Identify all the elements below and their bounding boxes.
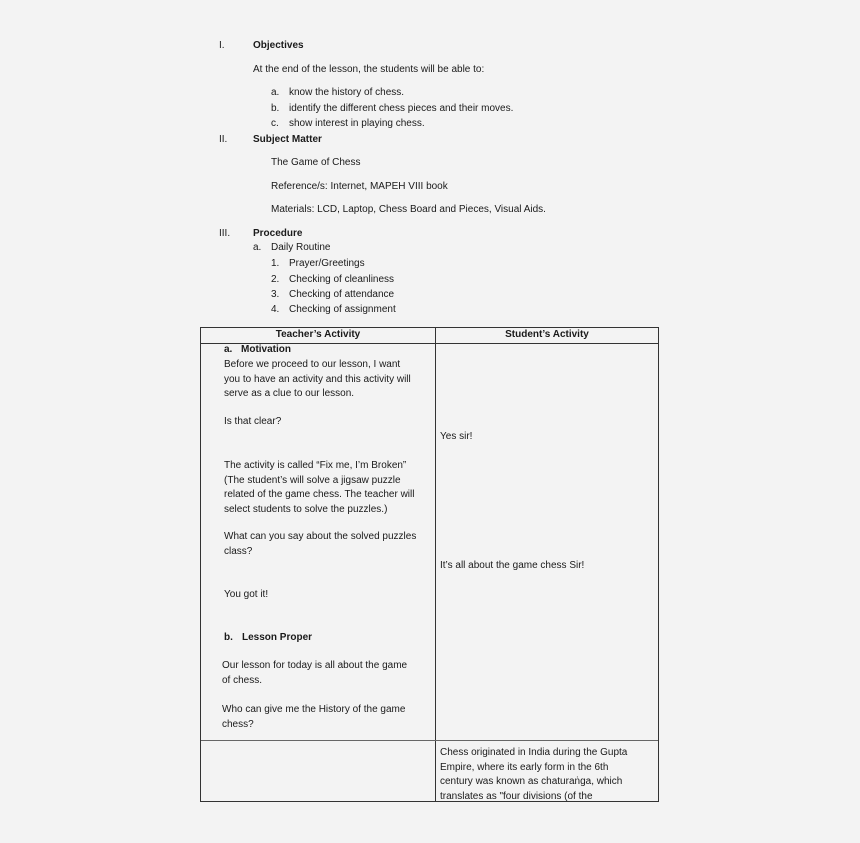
column-divider: [435, 328, 436, 801]
subject-topic: The Game of Chess: [271, 157, 361, 168]
procedure-heading: Procedure: [253, 228, 303, 239]
motivation-marker: a.: [224, 344, 233, 355]
row-divider: [201, 740, 658, 741]
student-yes-sir: Yes sir!: [440, 431, 473, 442]
lesson-proper-marker: b.: [224, 632, 233, 643]
objectives-intro: At the end of the lesson, the students will be able to:: [253, 64, 485, 75]
routine-marker: 1.: [271, 258, 280, 269]
procedure-sub-marker: a.: [253, 242, 262, 253]
objective-marker: a.: [271, 87, 280, 98]
is-that-clear: Is that clear?: [224, 416, 282, 427]
history-question: Who can give me the History of the game chess?: [222, 704, 406, 730]
procedure-sub-heading: Daily Routine: [271, 242, 331, 253]
routine-item: Checking of cleanliness: [289, 274, 395, 285]
motivation-text: Before we proceed to our lesson, I want you to have an activity and this activity will serve as a clue to our lesson.: [224, 359, 411, 399]
routine-marker: 2.: [271, 274, 280, 285]
lesson-proper-heading: Lesson Proper: [242, 632, 313, 643]
procedure-numeral: III.: [219, 228, 231, 239]
subject-matter-heading: Subject Matter: [253, 134, 322, 145]
objective-item: show interest in playing chess.: [289, 118, 425, 129]
activity-description: The activity is called “Fix me, I’m Broken” (The student’s will solve a jigsaw puzzle related of the game chess. The teacher will select students to solve the puzzles.): [224, 460, 415, 515]
routine-item: Checking of assignment: [289, 304, 396, 315]
motivation-heading: Motivation: [241, 344, 291, 355]
student-activity-header: Student’s Activity: [505, 329, 589, 340]
objective-item: know the history of chess.: [289, 87, 405, 98]
routine-marker: 4.: [271, 304, 280, 315]
solved-puzzles-question: What can you say about the solved puzzles class?: [224, 531, 417, 557]
student-answer: It’s all about the game chess Sir!: [440, 560, 585, 571]
routine-item: Checking of attendance: [289, 289, 395, 300]
subject-materials: Materials: LCD, Laptop, Chess Board and Pieces, Visual Aids.: [271, 204, 546, 215]
activity-table: [200, 327, 659, 802]
objective-item: identify the different chess pieces and their moves.: [289, 103, 514, 114]
routine-marker: 3.: [271, 289, 280, 300]
subject-matter-numeral: II.: [219, 134, 228, 145]
objectives-numeral: I.: [219, 40, 225, 51]
objective-marker: c.: [271, 118, 279, 129]
lesson-intro: Our lesson for today is all about the game of chess.: [222, 660, 408, 686]
objective-marker: b.: [271, 103, 280, 114]
teacher-activity-header: Teacher’s Activity: [275, 329, 361, 340]
subject-references: Reference/s: Internet, MAPEH VIII book: [271, 181, 448, 192]
routine-item: Prayer/Greetings: [289, 258, 365, 269]
praise-text: You got it!: [224, 589, 269, 600]
objectives-heading: Objectives: [253, 40, 304, 51]
student-history-answer: Chess originated in India during the Gupta Empire, where its early form in the 6th century was known as chaturaṅga, which translates as "four divisions (of the: [440, 747, 628, 802]
